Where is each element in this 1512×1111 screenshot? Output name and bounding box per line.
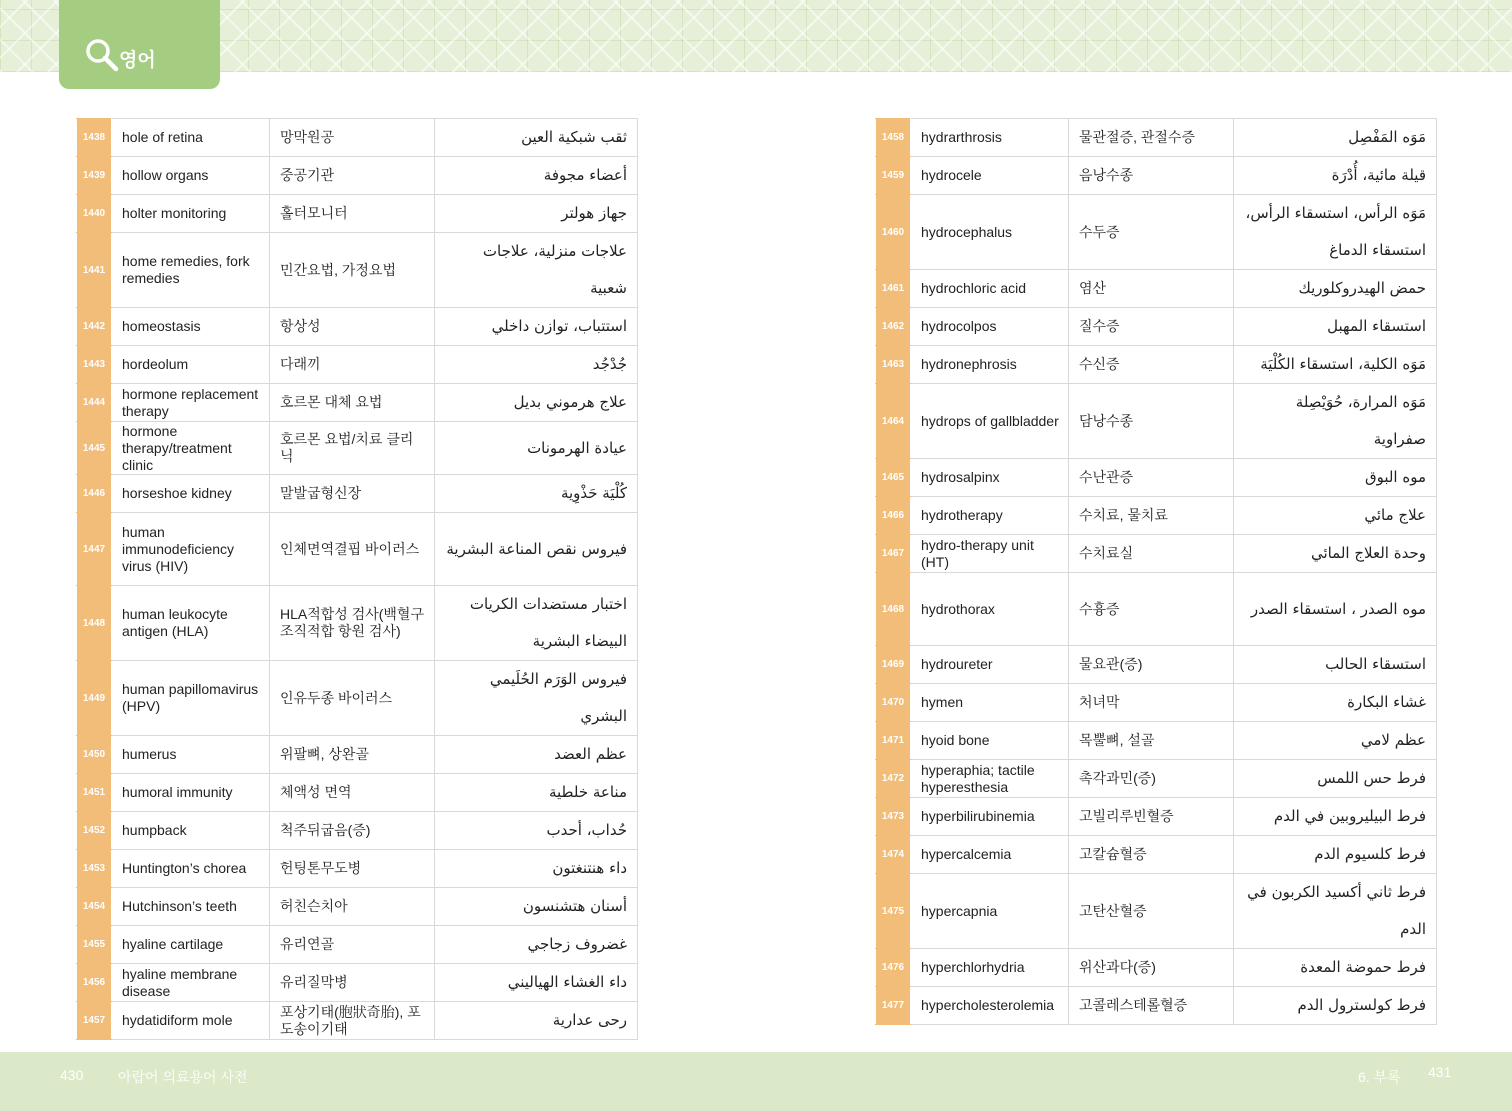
korean-term: 체액성 면역 (270, 774, 435, 812)
entry-number: 1446 (77, 475, 112, 513)
english-term: hydrosalpinx (911, 459, 1069, 497)
entry-number: 1445 (77, 422, 112, 475)
entry-number: 1459 (876, 157, 911, 195)
english-term: hydatidiform mole (112, 1002, 270, 1040)
english-term: hyaline membrane disease (112, 964, 270, 1002)
korean-term: 물요관(증) (1069, 646, 1234, 684)
table-row (77, 888, 638, 926)
entry-number: 1448 (77, 586, 112, 661)
korean-term: 포상기태(胞狀奇胎), 포도송이기태 (270, 1002, 435, 1040)
entry-number: 1473 (876, 798, 911, 836)
korean-term: 수난관증 (1069, 459, 1234, 497)
english-term: hydrops of gallbladder (911, 384, 1069, 459)
table-row (876, 987, 1437, 1025)
english-term: hydrarthrosis (911, 119, 1069, 157)
table-row (876, 119, 1437, 157)
korean-term: 촉각과민(증) (1069, 760, 1234, 798)
entry-number: 1474 (876, 836, 911, 874)
english-term: hole of retina (112, 119, 270, 157)
korean-term: 다래끼 (270, 346, 435, 384)
korean-term: 헌팅톤무도병 (270, 850, 435, 888)
arabic-term: فرط حس اللمس (1234, 760, 1437, 798)
arabic-term: مَوَه الكلية، استسقاء الكُلْيَة (1234, 346, 1437, 384)
table-row (77, 384, 638, 422)
table-row (876, 836, 1437, 874)
entry-number: 1456 (77, 964, 112, 1002)
table-row (876, 684, 1437, 722)
arabic-term: عيادة الهرمونات (435, 422, 638, 475)
table-row (77, 513, 638, 586)
english-term: hordeolum (112, 346, 270, 384)
table-row (77, 812, 638, 850)
arabic-term: غشاء البكارة (1234, 684, 1437, 722)
arabic-term: جُدْجُد (435, 346, 638, 384)
entry-number: 1457 (77, 1002, 112, 1040)
entry-number: 1465 (876, 459, 911, 497)
table-row (77, 346, 638, 384)
english-term: hydrotherapy (911, 497, 1069, 535)
korean-term: 고탄산혈증 (1069, 874, 1234, 949)
entry-number: 1467 (876, 535, 911, 573)
english-term: hymen (911, 684, 1069, 722)
table-row (876, 384, 1437, 459)
table-row (77, 736, 638, 774)
arabic-term: قيلة مائية، أُدْرَة (1234, 157, 1437, 195)
arabic-term: داء الغشاء الهياليني (435, 964, 638, 1002)
english-term: hydrocephalus (911, 195, 1069, 270)
english-term: hyperaphia; tactile hyperesthesia (911, 760, 1069, 798)
korean-term: 고빌리루빈혈증 (1069, 798, 1234, 836)
arabic-term: غضروف زجاجي (435, 926, 638, 964)
table-row (876, 157, 1437, 195)
entry-number: 1469 (876, 646, 911, 684)
arabic-term: عظم العضد (435, 736, 638, 774)
korean-term: 수흉증 (1069, 573, 1234, 646)
arabic-term: وحدة العلاج المائي (1234, 535, 1437, 573)
english-term: hydrothorax (911, 573, 1069, 646)
arabic-term: فيروس نقص المناعة البشرية (435, 513, 638, 586)
entry-number: 1460 (876, 195, 911, 270)
arabic-term: أعضاء مجوفة (435, 157, 638, 195)
english-term: hydro-therapy unit (HT) (911, 535, 1069, 573)
entry-number: 1477 (876, 987, 911, 1025)
table-row (876, 646, 1437, 684)
arabic-term: استسقاء الحالب (1234, 646, 1437, 684)
table-row (77, 964, 638, 1002)
table-row (876, 798, 1437, 836)
korean-term: 항상성 (270, 308, 435, 346)
english-term: humerus (112, 736, 270, 774)
english-term: homeostasis (112, 308, 270, 346)
english-term: hydroureter (911, 646, 1069, 684)
entry-number: 1458 (876, 119, 911, 157)
korean-term: 고콜레스테롤혈증 (1069, 987, 1234, 1025)
korean-term: 호르몬 요법/치료 클리닉 (270, 422, 435, 475)
arabic-term: مَوَه المرارة، حُوَيْصِلة صفراوية (1234, 384, 1437, 459)
korean-term: 허친슨치아 (270, 888, 435, 926)
english-term: hollow organs (112, 157, 270, 195)
arabic-term: علاج مائي (1234, 497, 1437, 535)
entry-number: 1468 (876, 573, 911, 646)
table-row (876, 270, 1437, 308)
table-row (77, 774, 638, 812)
korean-term: 중공기관 (270, 157, 435, 195)
entry-number: 1444 (77, 384, 112, 422)
arabic-term: كُلْيَة حَذْوِية (435, 475, 638, 513)
korean-term: 인체면역결핍 바이러스 (270, 513, 435, 586)
korean-term: 음낭수종 (1069, 157, 1234, 195)
entry-number: 1438 (77, 119, 112, 157)
arabic-term: فرط كلسيوم الدم (1234, 836, 1437, 874)
korean-term: 위팔뼈, 상완골 (270, 736, 435, 774)
english-term: humoral immunity (112, 774, 270, 812)
table-row (876, 459, 1437, 497)
arabic-term: أسنان هتشنسون (435, 888, 638, 926)
english-term: hormone therapy/treatment clinic (112, 422, 270, 475)
entry-number: 1462 (876, 308, 911, 346)
arabic-term: مَوَه الرأس، استسقاء الرأس، استسقاء الدماغ (1234, 195, 1437, 270)
table-row (876, 573, 1437, 646)
table-row (876, 874, 1437, 949)
arabic-term: فرط كولسترول الدم (1234, 987, 1437, 1025)
english-term: hyperbilirubinemia (911, 798, 1069, 836)
footer-bar (0, 1052, 1512, 1111)
header-pattern-band (0, 0, 1512, 72)
entry-number: 1466 (876, 497, 911, 535)
arabic-term: فرط البيليروبين في الدم (1234, 798, 1437, 836)
table-row (77, 1002, 638, 1040)
table-row (876, 195, 1437, 270)
arabic-term: موه الصدر ، استسقاء الصدر (1234, 573, 1437, 646)
korean-term: 목뿔뼈, 설골 (1069, 722, 1234, 760)
table-row (77, 422, 638, 475)
entry-number: 1449 (77, 661, 112, 736)
english-term: hyoid bone (911, 722, 1069, 760)
arabic-term: حمض الهيدروكلوريك (1234, 270, 1437, 308)
korean-term: 민간요법, 가정요법 (270, 233, 435, 308)
english-term: holter monitoring (112, 195, 270, 233)
arabic-term: فرط حموضة المعدة (1234, 949, 1437, 987)
english-term: hyaline cartilage (112, 926, 270, 964)
arabic-term: موه البوق (1234, 459, 1437, 497)
entry-number: 1450 (77, 736, 112, 774)
english-term: human papillomavirus (HPV) (112, 661, 270, 736)
table-row (876, 949, 1437, 987)
arabic-term: اختبار مستضدات الكريات البيضاء البشرية (435, 586, 638, 661)
entry-number: 1464 (876, 384, 911, 459)
table-row (77, 850, 638, 888)
tab-label: 영어 (119, 50, 156, 71)
english-term: hypercholesterolemia (911, 987, 1069, 1025)
entry-number: 1470 (876, 684, 911, 722)
table-row (77, 119, 638, 157)
table-row (77, 926, 638, 964)
magnifier-icon (85, 38, 119, 72)
entry-number: 1471 (876, 722, 911, 760)
english-term: hormone replacement therapy (112, 384, 270, 422)
korean-term: 물관절증, 관절수증 (1069, 119, 1234, 157)
korean-term: 고칼슘혈증 (1069, 836, 1234, 874)
entry-number: 1451 (77, 774, 112, 812)
korean-term: 질수증 (1069, 308, 1234, 346)
table-row (77, 661, 638, 736)
language-tab[interactable] (59, 0, 220, 89)
book-title: 아랍어 의료용어 사전 (118, 1069, 248, 1085)
korean-term: 말발굽형신장 (270, 475, 435, 513)
arabic-term: حُداب، أحدب (435, 812, 638, 850)
section-title: 6. 부록 (1358, 1069, 1401, 1085)
korean-term: 처녀막 (1069, 684, 1234, 722)
entry-number: 1472 (876, 760, 911, 798)
english-term: Hutchinson’s teeth (112, 888, 270, 926)
english-term: hydrochloric acid (911, 270, 1069, 308)
korean-term: 유리연골 (270, 926, 435, 964)
korean-term: 유리질막병 (270, 964, 435, 1002)
arabic-term: استتباب، توازن داخلي (435, 308, 638, 346)
table-row (876, 308, 1437, 346)
arabic-term: فرط ثاني أكسيد الكربون في الدم (1234, 874, 1437, 949)
korean-term: 수두증 (1069, 195, 1234, 270)
table-row (876, 346, 1437, 384)
entry-number: 1475 (876, 874, 911, 949)
page-number-left: 430 (60, 1067, 84, 1083)
arabic-term: علاجات منزلية، علاجات شعبية (435, 233, 638, 308)
entry-number: 1443 (77, 346, 112, 384)
arabic-term: رحى عدارية (435, 1002, 638, 1040)
korean-term: 수치료실 (1069, 535, 1234, 573)
table-row (77, 586, 638, 661)
arabic-term: ثقب شبكية العين (435, 119, 638, 157)
entry-number: 1442 (77, 308, 112, 346)
korean-term: 호르몬 대체 요법 (270, 384, 435, 422)
korean-term: HLA적합성 검사(백혈구 조직적합 항원 검사) (270, 586, 435, 661)
english-term: human immunodeficiency virus (HIV) (112, 513, 270, 586)
english-term: human leukocyte antigen (HLA) (112, 586, 270, 661)
table-row (77, 195, 638, 233)
entry-number: 1454 (77, 888, 112, 926)
english-term: hydrocolpos (911, 308, 1069, 346)
table-row (876, 497, 1437, 535)
korean-term: 담낭수종 (1069, 384, 1234, 459)
english-term: home remedies, fork remedies (112, 233, 270, 308)
table-row (77, 475, 638, 513)
english-term: hydrocele (911, 157, 1069, 195)
table-row (876, 535, 1437, 573)
arabic-term: مَوَه المَفْصِل (1234, 119, 1437, 157)
arabic-term: جهاز هولتر (435, 195, 638, 233)
korean-term: 홀터모니터 (270, 195, 435, 233)
table-row (876, 722, 1437, 760)
english-term: hydronephrosis (911, 346, 1069, 384)
korean-term: 인유두종 바이러스 (270, 661, 435, 736)
entry-number: 1440 (77, 195, 112, 233)
table-row (77, 157, 638, 195)
page-number-right: 431 (1428, 1064, 1452, 1080)
entry-number: 1452 (77, 812, 112, 850)
entry-number: 1439 (77, 157, 112, 195)
korean-term: 척주뒤굽음(증) (270, 812, 435, 850)
entry-number: 1476 (876, 949, 911, 987)
english-term: horseshoe kidney (112, 475, 270, 513)
entry-number: 1455 (77, 926, 112, 964)
arabic-term: فيروس الوَرَم الحُلَيمي البشري (435, 661, 638, 736)
entry-number: 1453 (77, 850, 112, 888)
english-term: humpback (112, 812, 270, 850)
vocab-table-left (76, 118, 638, 1040)
korean-term: 수치료, 물치료 (1069, 497, 1234, 535)
korean-term: 수신증 (1069, 346, 1234, 384)
entry-number: 1447 (77, 513, 112, 586)
entry-number: 1461 (876, 270, 911, 308)
table-row (77, 233, 638, 308)
korean-term: 염산 (1069, 270, 1234, 308)
english-term: hypercapnia (911, 874, 1069, 949)
english-term: hyperchlorhydria (911, 949, 1069, 987)
arabic-term: علاج هرموني بديل (435, 384, 638, 422)
korean-term: 위산과다(증) (1069, 949, 1234, 987)
arabic-term: استسقاء المهبل (1234, 308, 1437, 346)
arabic-term: مناعة خلطية (435, 774, 638, 812)
english-term: hypercalcemia (911, 836, 1069, 874)
table-row (876, 760, 1437, 798)
english-term: Huntington’s chorea (112, 850, 270, 888)
entry-number: 1463 (876, 346, 911, 384)
entry-number: 1441 (77, 233, 112, 308)
korean-term: 망막원공 (270, 119, 435, 157)
table-row (77, 308, 638, 346)
arabic-term: عظم لامي (1234, 722, 1437, 760)
arabic-term: داء هنتنغتون (435, 850, 638, 888)
vocab-table-right (875, 118, 1437, 1025)
